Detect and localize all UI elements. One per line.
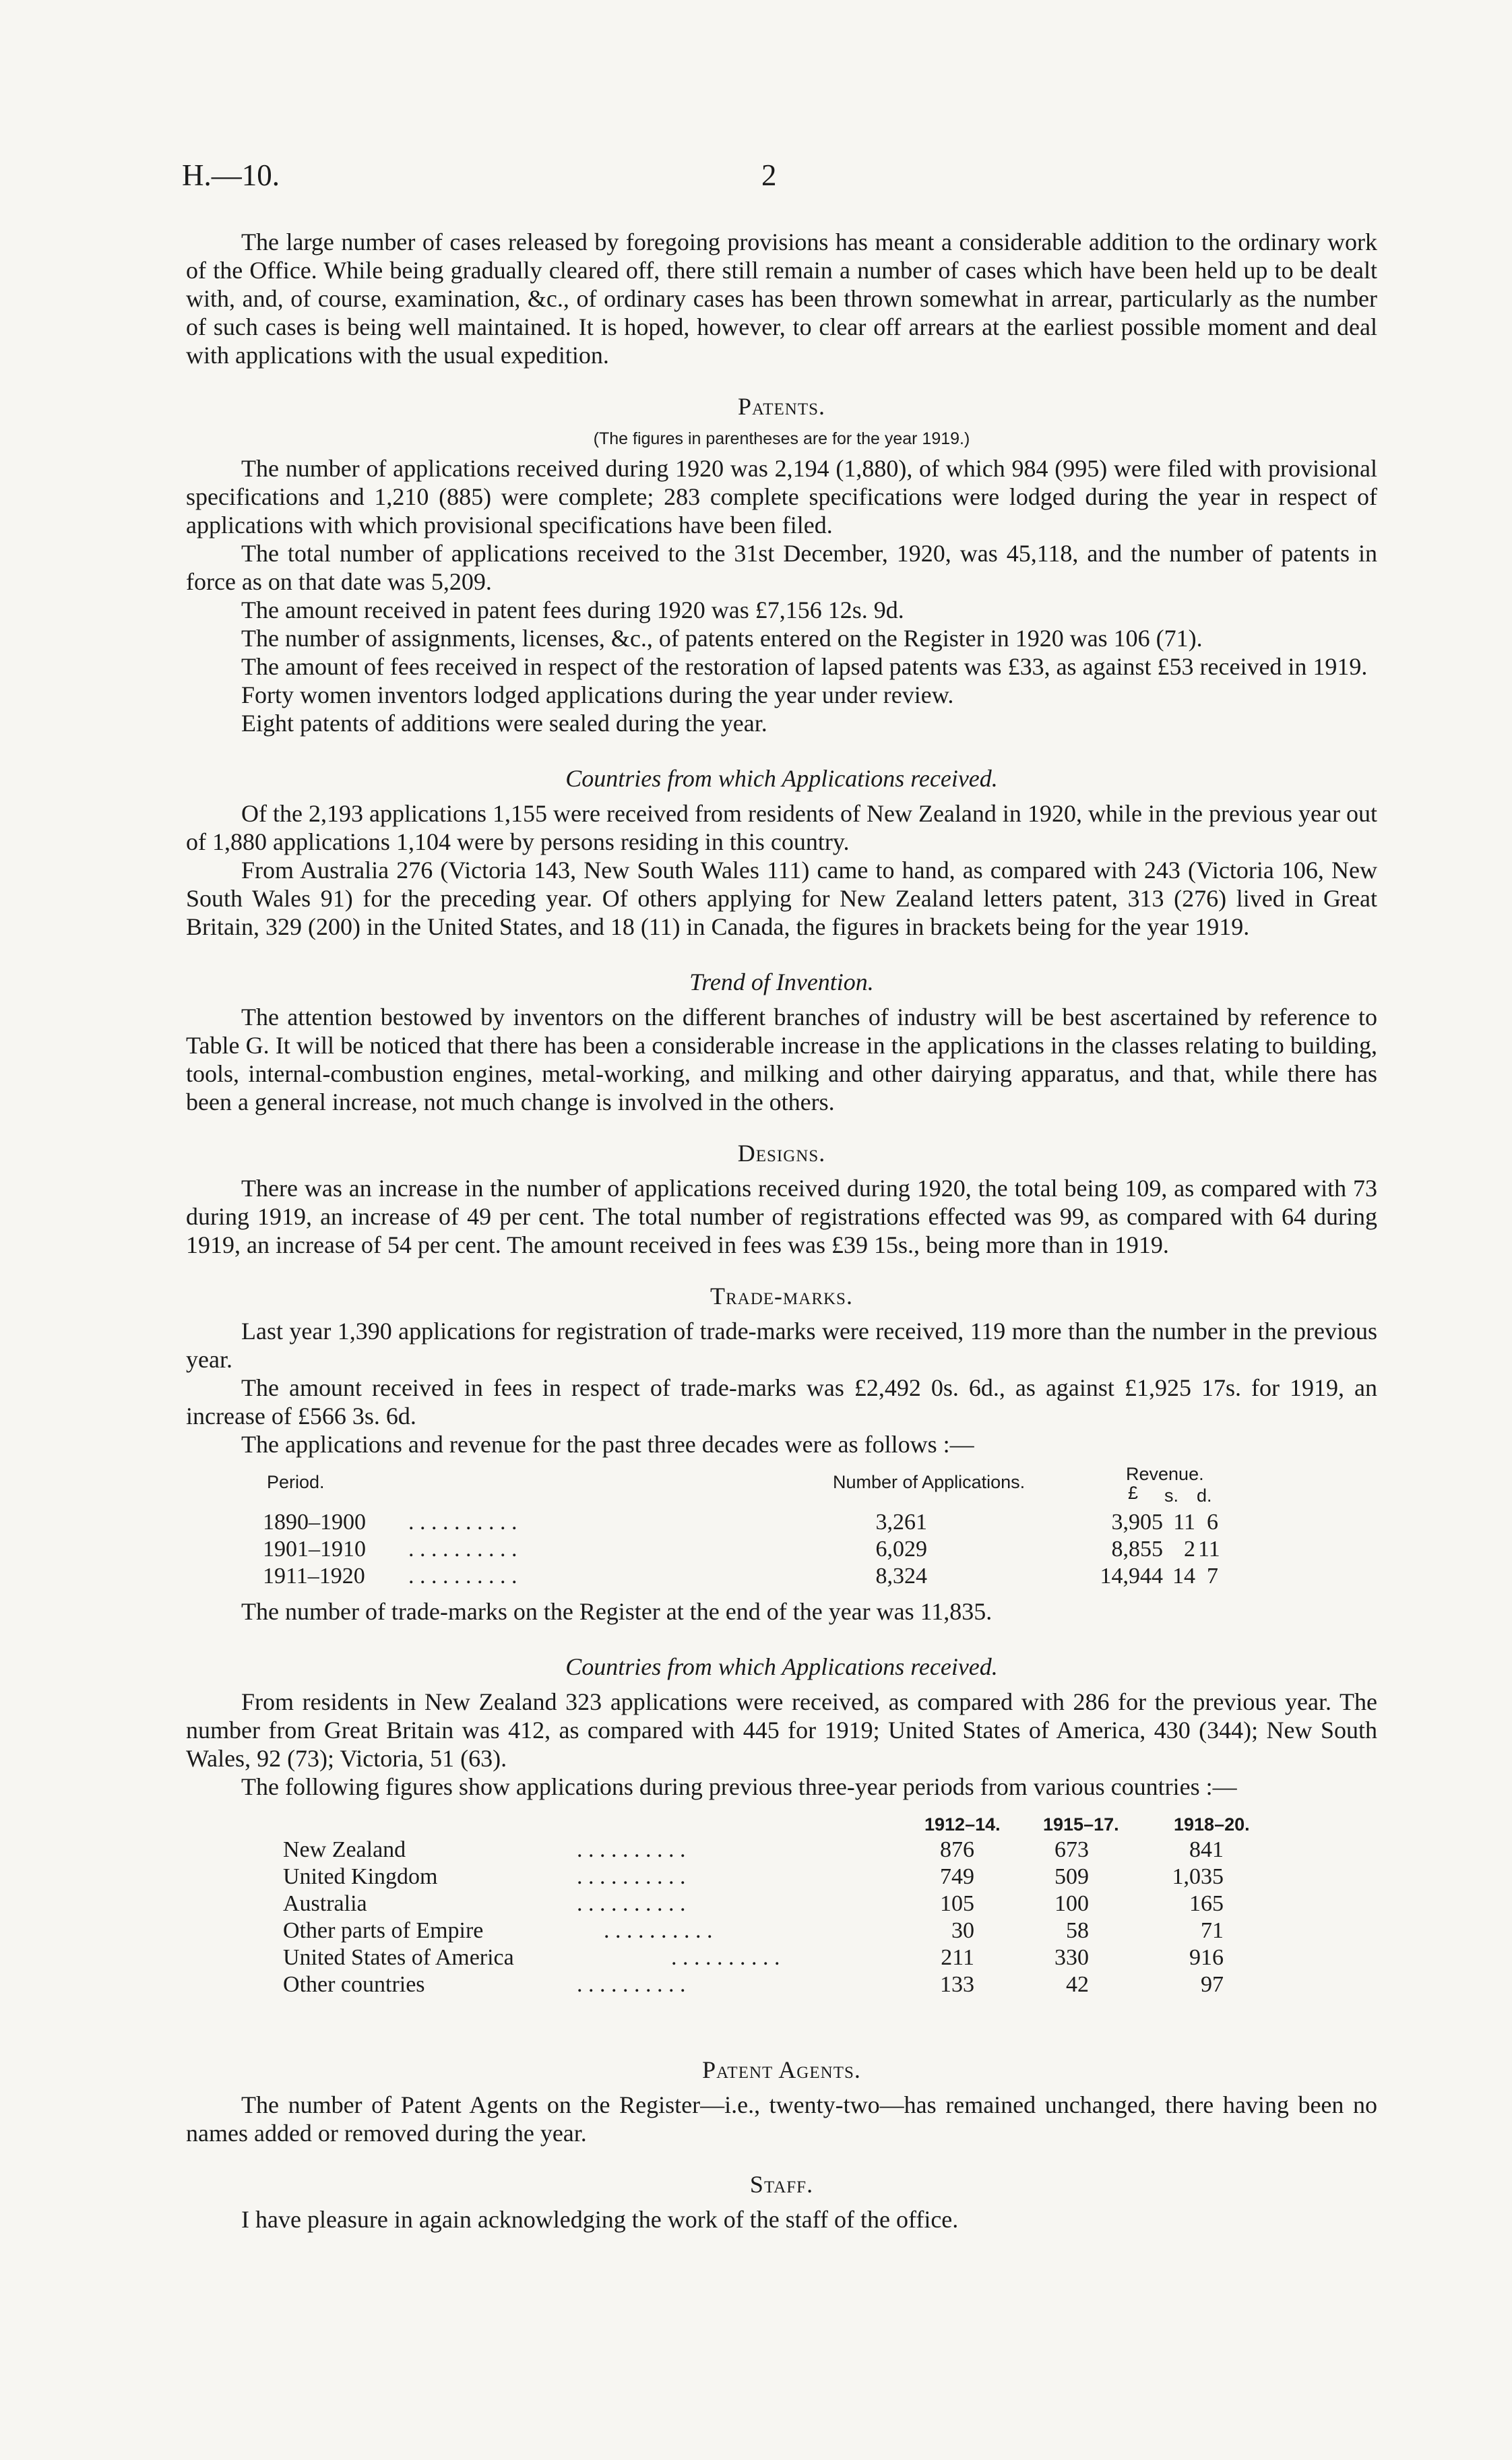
intro-paragraph: The large number of cases released by foregoing provisions has meant a considerable addition to the ordinary work of the Office. While being gradually cleared off, there still remain a number of cases which have been held up to be dealt with, and, of course, examination, &c., of ordinary cases has been thrown somewhat in arrear, particularly as the number of such cases is being well maintained. It is hoped, however, to clear off arrears at the earliest possible moment and deal with applications with the usual expedition.	[186, 228, 1377, 369]
value-cell: 100	[1054, 1891, 1089, 1916]
leader-dots: . . . . . . . . . .	[671, 1945, 780, 1970]
country-cell: Other countries	[283, 1972, 425, 1997]
register-paragraph: The number of trade-marks on the Register at the end of the year was 11,835.	[241, 1598, 993, 1625]
col-applications-header: Number of Applications.	[833, 1472, 1026, 1492]
applications-cell: 6,029	[875, 1537, 927, 1562]
period-cell: 1890–1900	[263, 1510, 366, 1535]
staff-heading: Staff.	[749, 2171, 814, 2198]
patents-heading: Patents.	[737, 393, 826, 420]
country-cell: New Zealand	[283, 1837, 406, 1862]
col-period-header: Period.	[267, 1472, 325, 1492]
value-cell: 330	[1054, 1945, 1089, 1970]
country-cell: Australia	[283, 1891, 367, 1916]
pence-cell: 6	[1207, 1510, 1218, 1535]
pence-cell: 7	[1207, 1564, 1218, 1589]
applications-cell: 8,324	[875, 1564, 927, 1589]
period-cell: 1911–1920	[263, 1564, 365, 1589]
col-1915-17-header: 1915–17.	[1043, 1814, 1119, 1835]
col-1918-20-header: 1918–20.	[1174, 1814, 1250, 1835]
table-row	[186, 1535, 1377, 1562]
value-cell: 133	[940, 1972, 974, 1997]
value-cell: 841	[1189, 1837, 1224, 1862]
patents-paragraph: The number of assignments, licenses, &c., of patents entered on the Register in 1920 was 106 (71).	[241, 625, 1203, 652]
designs-paragraph: There was an increase in the number of applications received during 1920, the total being 109, as compared with 73 during 1919, an increase of 49 per cent. The total number of registrations effected was 99, as compared with 64 during 1919, an increase of 54 per cent. The amount received in fees was £39 15s., being more than in 1919.	[186, 1175, 1377, 1258]
page-number: 2	[761, 158, 777, 192]
shillings-cell: 11	[1173, 1510, 1195, 1535]
table-row	[186, 1562, 1377, 1589]
report-reference: H.—10.	[182, 158, 280, 192]
table-row	[186, 1890, 1377, 1917]
patents-paragraph: The number of applications received during 1920 was 2,194 (1,880), of which 984 (995) were filed with provisional specifications and 1,210 (885) were complete; 283 complete specifications were lodged during the year in respect of applications with which provisional specifications have been filed.	[186, 455, 1377, 539]
leader-dots: . . . . . . . . . .	[577, 1864, 686, 1889]
patent-agents-heading: Patent Agents.	[702, 2056, 861, 2083]
table-row	[186, 1863, 1377, 1890]
patents-paragraph: The amount of fees received in respect of the restoration of lapsed patents was £33, as against £53 received in 1919.	[241, 653, 1368, 680]
trademark-countries-paragraph: The following figures show applications during previous three-year periods from various countries :—	[241, 1773, 1237, 1800]
value-cell: 71	[1201, 1918, 1224, 1943]
patent-countries-paragraph: From Australia 276 (Victoria 143, New South Wales 111) came to hand, as compared with 243 (Victoria 106, New South Wales 91) for the preceding year. Of others applying for New Zealand letters patent, 313 (276) lived in Great Britain, 329 (200) in the United States, and 18 (11) in Canada, the figures in brackets being for the year 1919.	[186, 857, 1377, 940]
shillings-cell: 2	[1184, 1537, 1195, 1562]
value-cell: 105	[940, 1891, 974, 1916]
value-cell: 30	[951, 1918, 974, 1943]
patent-countries-paragraph: Of the 2,193 applications 1,155 were received from residents of New Zealand in 1920, while in the previous year out of 1,880 applications 1,104 were by persons residing in this country.	[186, 800, 1377, 855]
country-cell: Other parts of Empire	[283, 1918, 484, 1943]
value-cell: 42	[1066, 1972, 1089, 1997]
patents-note: (The figures in parentheses are for the year 1919.)	[593, 429, 970, 448]
leader-dots: . . . . . . . . . .	[604, 1918, 713, 1943]
leader-dots: . . . . . . . . . .	[408, 1537, 517, 1562]
leader-dots: . . . . . . . . . .	[577, 1837, 686, 1862]
pounds-cell: 3,905	[1111, 1510, 1163, 1535]
patent-agents-paragraph: The number of Patent Agents on the Register—i.e., twenty-two—has remained unchanged, there having been no names added or removed during the year.	[186, 2091, 1377, 2147]
page-body	[186, 228, 1377, 2234]
staff-paragraph: I have pleasure in again acknowledging the work of the staff of the office.	[241, 2206, 959, 2233]
patent-countries-heading: Countries from which Applications received.	[565, 765, 998, 792]
leader-dots: . . . . . . . . . .	[408, 1564, 517, 1589]
table-row	[186, 1836, 1377, 1863]
trademark-decades-table	[186, 1464, 1377, 1592]
shillings-cell: 14	[1172, 1564, 1195, 1589]
country-cell: United Kingdom	[283, 1864, 438, 1889]
col-1912-14-header: 1912–14.	[924, 1814, 1001, 1835]
value-cell: 165	[1189, 1891, 1224, 1916]
trend-paragraph: The attention bestowed by inventors on the different branches of industry will be best ascertained by reference to Table G. It will be noticed that there has been a considerable increase in the applications in the classes relating to building, tools, internal-combustion engines, metal-working, and milking and other dairying apparatus, and that, while there has been a general increase, not much change is involved in the others.	[186, 1004, 1377, 1115]
value-cell: 916	[1189, 1945, 1224, 1970]
value-cell: 749	[940, 1864, 974, 1889]
value-cell: 58	[1066, 1918, 1089, 1943]
trademarks-paragraph: The amount received in fees in respect of trade-marks was £2,492 0s. 6d., as against £1,925 17s. for 1919, an increase of £566 3s. 6d.	[186, 1374, 1377, 1429]
trend-heading: Trend of Invention.	[689, 968, 874, 995]
leader-dots: . . . . . . . . . .	[577, 1891, 686, 1916]
trademarks-heading: Trade-marks.	[710, 1283, 853, 1310]
applications-cell: 3,261	[875, 1510, 927, 1535]
page-header	[182, 156, 1381, 194]
pounds-cell: 8,855	[1111, 1537, 1163, 1562]
patents-paragraph: Forty women inventors lodged applications during the year under review.	[241, 681, 954, 708]
table-row	[186, 1971, 1377, 1998]
patents-paragraph: The amount received in patent fees during 1920 was £7,156 12s. 9d.	[241, 596, 904, 623]
trademarks-paragraph: The applications and revenue for the past three decades were as follows :—	[241, 1431, 974, 1458]
col-shillings-header: s.	[1164, 1485, 1179, 1506]
value-cell: 673	[1054, 1837, 1089, 1862]
period-cell: 1901–1910	[263, 1537, 366, 1562]
patents-paragraph: Eight patents of additions were sealed during the year.	[241, 710, 767, 737]
col-pence-header: d.	[1197, 1485, 1212, 1506]
trademark-countries-heading: Countries from which Applications received.	[565, 1653, 998, 1680]
pounds-cell: 14,944	[1100, 1564, 1163, 1589]
countries-table	[186, 1810, 1377, 2033]
country-cell: United States of America	[283, 1945, 514, 1970]
col-pounds-header: £	[1128, 1483, 1139, 1503]
patents-paragraph: The total number of applications received to the 31st December, 1920, was 45,118, and the number of patents in force as on that date was 5,209.	[186, 540, 1377, 595]
table-row	[186, 1917, 1377, 1944]
value-cell: 1,035	[1172, 1864, 1224, 1889]
trademarks-paragraph: Last year 1,390 applications for registration of trade-marks were received, 119 more than the number in the previous year.	[186, 1318, 1377, 1373]
col-revenue-header: Revenue.	[1126, 1464, 1204, 1484]
designs-heading: Designs.	[737, 1140, 826, 1167]
value-cell: 509	[1054, 1864, 1089, 1889]
leader-dots: . . . . . . . . . .	[408, 1510, 517, 1535]
table-row	[186, 1944, 1377, 1971]
trademark-countries-paragraph: From residents in New Zealand 323 applications were received, as compared with 286 for the previous year. The number from Great Britain was 412, as compared with 445 for 1919; United States of America, 430 (344); New South Wales, 92 (73); Victoria, 51 (63).	[186, 1688, 1377, 1772]
value-cell: 211	[941, 1945, 974, 1970]
leader-dots: . . . . . . . . . .	[577, 1972, 686, 1997]
value-cell: 876	[940, 1837, 974, 1862]
pence-cell: 11	[1198, 1537, 1220, 1562]
table-row	[186, 1508, 1377, 1535]
value-cell: 97	[1201, 1972, 1224, 1997]
